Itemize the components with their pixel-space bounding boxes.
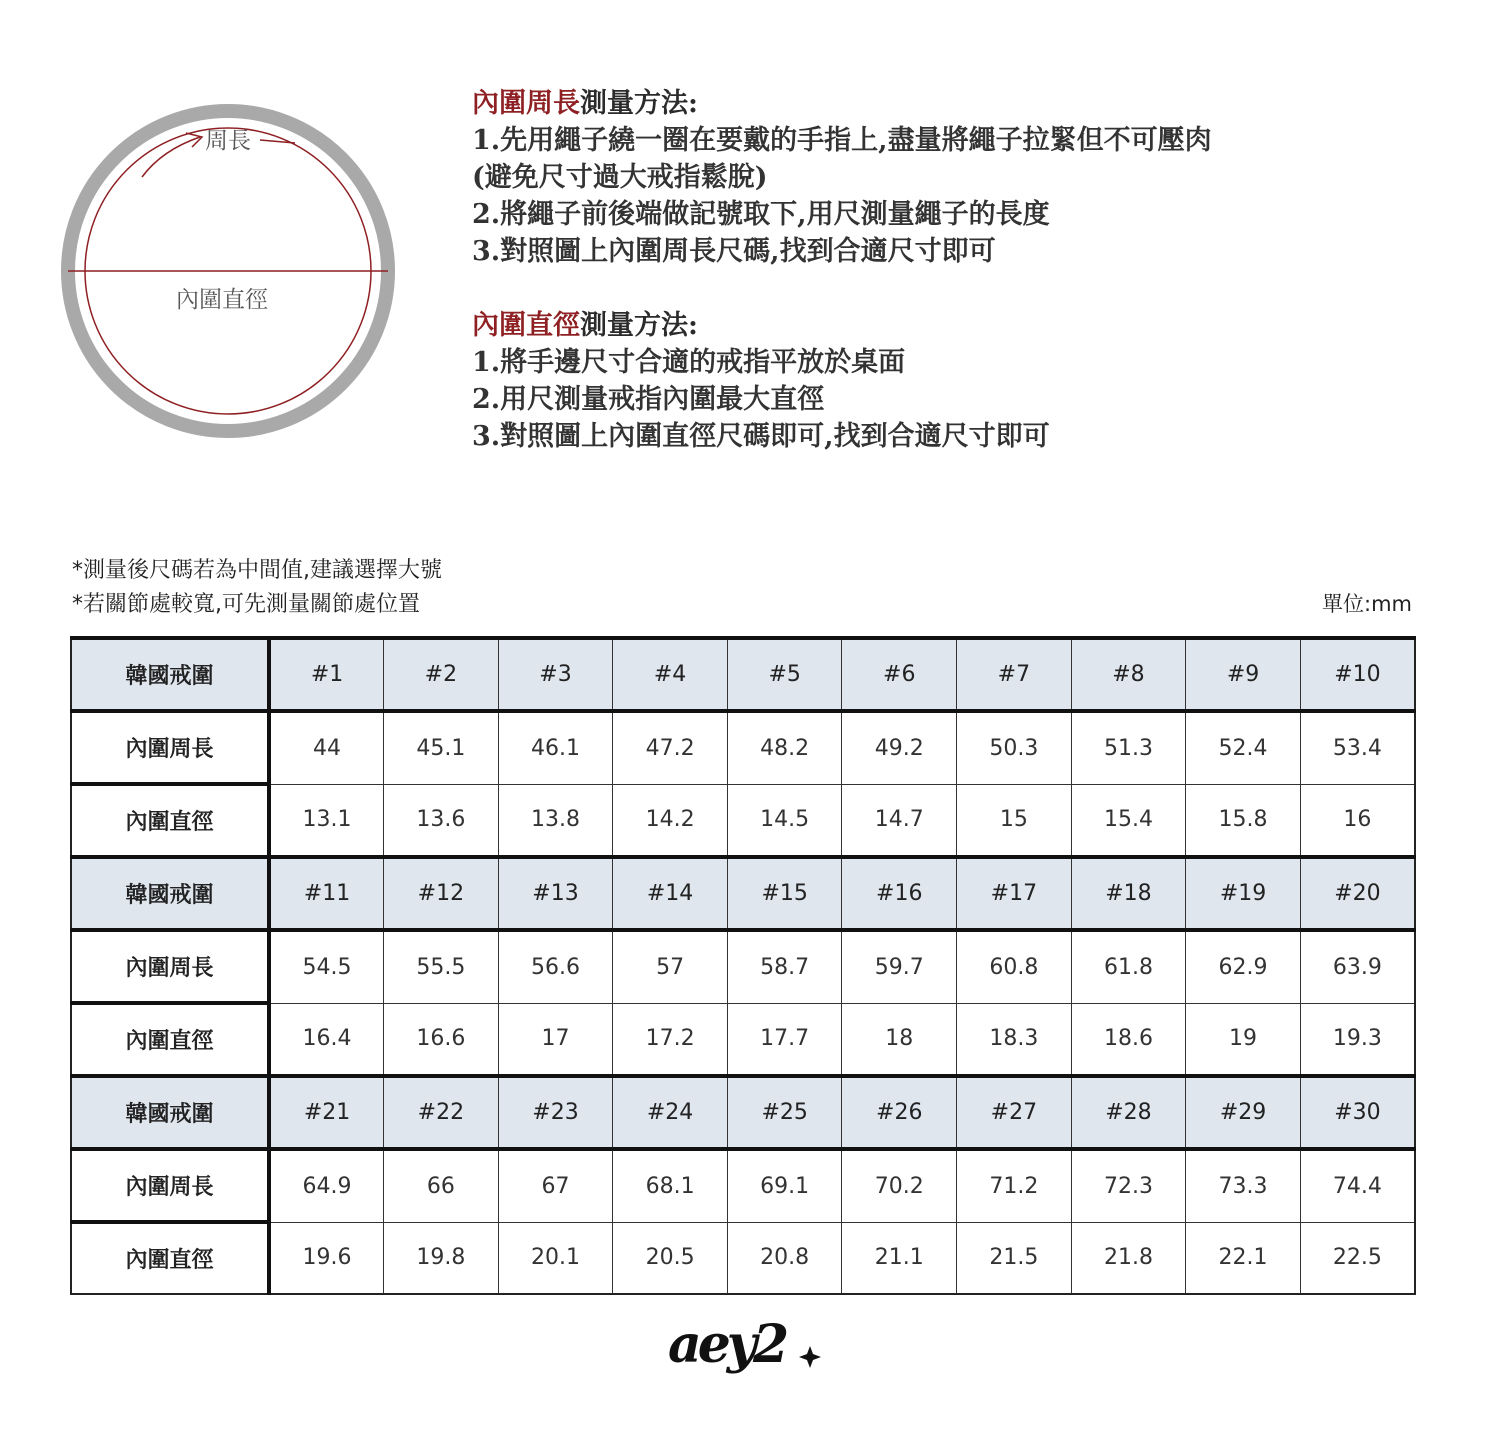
circumference-cell: 73.3 bbox=[1186, 1149, 1301, 1222]
circumference-arrow bbox=[142, 137, 200, 177]
circumference-cell: 61.8 bbox=[1071, 930, 1186, 1003]
method-step: 1.先用繩子繞一圈在要戴的手指上,盡量將繩子拉緊但不可壓肉 bbox=[472, 125, 1212, 156]
diameter-cell: 19.6 bbox=[269, 1222, 384, 1294]
diameter-cell: 20.8 bbox=[727, 1222, 842, 1294]
diameter-cell: 21.8 bbox=[1071, 1222, 1186, 1294]
diameter-cell: 21.5 bbox=[957, 1222, 1072, 1294]
size-header-row bbox=[71, 857, 1415, 930]
circumference-cell: 57 bbox=[613, 930, 728, 1003]
circumference-cell: 66 bbox=[384, 1149, 499, 1222]
circumference-row bbox=[71, 711, 1415, 784]
diameter-cell: 14.2 bbox=[613, 784, 728, 857]
method-step: (避免尺寸過大戒指鬆脫) bbox=[472, 162, 768, 193]
size-cell: #9 bbox=[1186, 638, 1301, 711]
ring-diagram bbox=[50, 95, 410, 455]
diameter-cell: 18.3 bbox=[957, 1003, 1072, 1076]
row-label: 韓國戒圍 bbox=[71, 857, 269, 930]
circumference-cell: 53.4 bbox=[1300, 711, 1415, 784]
size-cell: #20 bbox=[1300, 857, 1415, 930]
row-label: 內圍周長 bbox=[71, 1149, 269, 1222]
unit-label: 單位:mm bbox=[1322, 592, 1412, 616]
size-cell: #15 bbox=[727, 857, 842, 930]
circumference-row bbox=[71, 1149, 1415, 1222]
method-title-rest: 測量方法: bbox=[580, 310, 698, 341]
size-cell: #18 bbox=[1071, 857, 1186, 930]
method-step: 2.用尺測量戒指內圍最大直徑 bbox=[472, 384, 825, 415]
circumference-label: 周長 bbox=[205, 128, 251, 154]
diameter-cell: 13.6 bbox=[384, 784, 499, 857]
brand-logo bbox=[660, 1310, 830, 1380]
method-step: 1.將手邊尺寸合適的戒指平放於桌面 bbox=[472, 347, 906, 378]
size-cell: #4 bbox=[613, 638, 728, 711]
diameter-cell: 13.8 bbox=[498, 784, 613, 857]
diameter-cell: 16.4 bbox=[269, 1003, 384, 1076]
circumference-cell: 50.3 bbox=[957, 711, 1072, 784]
size-cell: #1 bbox=[269, 638, 384, 711]
circumference-cell: 47.2 bbox=[613, 711, 728, 784]
row-label: 內圍直徑 bbox=[71, 784, 269, 857]
size-cell: #22 bbox=[384, 1076, 499, 1149]
size-cell: #21 bbox=[269, 1076, 384, 1149]
circumference-cell: 46.1 bbox=[498, 711, 613, 784]
diameter-cell: 14.7 bbox=[842, 784, 957, 857]
size-cell: #14 bbox=[613, 857, 728, 930]
size-cell: #19 bbox=[1186, 857, 1301, 930]
diameter-cell: 21.1 bbox=[842, 1222, 957, 1294]
diameter-cell: 17 bbox=[498, 1003, 613, 1076]
circumference-cell: 62.9 bbox=[1186, 930, 1301, 1003]
circumference-cell: 52.4 bbox=[1186, 711, 1301, 784]
diameter-cell: 19 bbox=[1186, 1003, 1301, 1076]
size-cell: #25 bbox=[727, 1076, 842, 1149]
circumference-cell: 59.7 bbox=[842, 930, 957, 1003]
method-title bbox=[472, 308, 1212, 344]
method-title-rest: 測量方法: bbox=[580, 88, 698, 119]
circumference-cell: 71.2 bbox=[957, 1149, 1072, 1222]
size-cell: #3 bbox=[498, 638, 613, 711]
size-cell: #26 bbox=[842, 1076, 957, 1149]
method-step: 3.對照圖上內圍周長尺碼,找到合適尺寸即可 bbox=[472, 236, 996, 267]
row-label: 內圍周長 bbox=[71, 930, 269, 1003]
circumference-cell: 45.1 bbox=[384, 711, 499, 784]
diameter-cell: 15.8 bbox=[1186, 784, 1301, 857]
circumference-cell: 64.9 bbox=[269, 1149, 384, 1222]
size-cell: #29 bbox=[1186, 1076, 1301, 1149]
diameter-cell: 20.5 bbox=[613, 1222, 728, 1294]
row-label: 內圍周長 bbox=[71, 711, 269, 784]
notes bbox=[72, 554, 442, 622]
size-cell: #27 bbox=[957, 1076, 1072, 1149]
size-cell: #6 bbox=[842, 638, 957, 711]
diameter-cell: 22.1 bbox=[1186, 1222, 1301, 1294]
diameter-cell: 22.5 bbox=[1300, 1222, 1415, 1294]
diameter-cell: 14.5 bbox=[727, 784, 842, 857]
diameter-cell: 17.2 bbox=[613, 1003, 728, 1076]
circumference-cell: 48.2 bbox=[727, 711, 842, 784]
diameter-row bbox=[71, 784, 1415, 857]
size-cell: #30 bbox=[1300, 1076, 1415, 1149]
circumference-cell: 56.6 bbox=[498, 930, 613, 1003]
diameter-cell: 18 bbox=[842, 1003, 957, 1076]
diameter-cell: 20.1 bbox=[498, 1222, 613, 1294]
circumference-row bbox=[71, 930, 1415, 1003]
circumference-cell: 69.1 bbox=[727, 1149, 842, 1222]
size-cell: #5 bbox=[727, 638, 842, 711]
diameter-label: 內圍直徑 bbox=[176, 287, 268, 313]
size-header-row bbox=[71, 1076, 1415, 1149]
diameter-cell: 15.4 bbox=[1071, 784, 1186, 857]
size-cell: #12 bbox=[384, 857, 499, 930]
size-cell: #10 bbox=[1300, 638, 1415, 711]
ring-size-table bbox=[70, 636, 1416, 1295]
note-line: *測量後尺碼若為中間值,建議選擇大號 bbox=[72, 558, 442, 583]
size-cell: #23 bbox=[498, 1076, 613, 1149]
size-header-row bbox=[71, 638, 1415, 711]
size-cell: #24 bbox=[613, 1076, 728, 1149]
size-cell: #8 bbox=[1071, 638, 1186, 711]
method-step: 2.將繩子前後端做記號取下,用尺測量繩子的長度 bbox=[472, 199, 1050, 230]
sparkle-icon bbox=[799, 1346, 821, 1368]
circumference-cell: 44 bbox=[269, 711, 384, 784]
method-title-highlight: 內圍直徑 bbox=[472, 310, 580, 341]
diameter-method bbox=[472, 308, 1212, 455]
method-title-highlight: 內圍周長 bbox=[472, 88, 580, 119]
diameter-cell: 19.8 bbox=[384, 1222, 499, 1294]
circumference-cell: 60.8 bbox=[957, 930, 1072, 1003]
row-label: 內圍直徑 bbox=[71, 1222, 269, 1294]
size-cell: #7 bbox=[957, 638, 1072, 711]
arrow-head-icon bbox=[186, 133, 202, 147]
diameter-row bbox=[71, 1222, 1415, 1294]
circumference-cell: 49.2 bbox=[842, 711, 957, 784]
diameter-cell: 17.7 bbox=[727, 1003, 842, 1076]
circumference-cell: 68.1 bbox=[613, 1149, 728, 1222]
circumference-method bbox=[472, 86, 1212, 270]
row-label: 韓國戒圍 bbox=[71, 638, 269, 711]
row-label: 內圍直徑 bbox=[71, 1003, 269, 1076]
size-cell: #28 bbox=[1071, 1076, 1186, 1149]
circumference-cell: 72.3 bbox=[1071, 1149, 1186, 1222]
diameter-cell: 16.6 bbox=[384, 1003, 499, 1076]
row-label: 韓國戒圍 bbox=[71, 1076, 269, 1149]
circumference-cell: 58.7 bbox=[727, 930, 842, 1003]
size-cell: #17 bbox=[957, 857, 1072, 930]
brand-logo-text: aey2 bbox=[668, 1314, 786, 1375]
circumference-cell: 63.9 bbox=[1300, 930, 1415, 1003]
size-cell: #11 bbox=[269, 857, 384, 930]
circumference-cell: 55.5 bbox=[384, 930, 499, 1003]
method-step: 3.對照圖上內圍直徑尺碼即可,找到合適尺寸即可 bbox=[472, 421, 1050, 452]
note-line: *若關節處較寬,可先測量關節處位置 bbox=[72, 592, 420, 617]
circumference-cell: 67 bbox=[498, 1149, 613, 1222]
diameter-cell: 19.3 bbox=[1300, 1003, 1415, 1076]
circumference-cell: 70.2 bbox=[842, 1149, 957, 1222]
circumference-cell: 74.4 bbox=[1300, 1149, 1415, 1222]
size-cell: #2 bbox=[384, 638, 499, 711]
diameter-cell: 15 bbox=[957, 784, 1072, 857]
circumference-cell: 51.3 bbox=[1071, 711, 1186, 784]
diameter-row bbox=[71, 1003, 1415, 1076]
method-title bbox=[472, 86, 1212, 122]
size-cell: #16 bbox=[842, 857, 957, 930]
circumference-cell: 54.5 bbox=[269, 930, 384, 1003]
diameter-cell: 16 bbox=[1300, 784, 1415, 857]
size-cell: #13 bbox=[498, 857, 613, 930]
measurement-instructions bbox=[472, 86, 1212, 493]
diameter-cell: 18.6 bbox=[1071, 1003, 1186, 1076]
diameter-cell: 13.1 bbox=[269, 784, 384, 857]
